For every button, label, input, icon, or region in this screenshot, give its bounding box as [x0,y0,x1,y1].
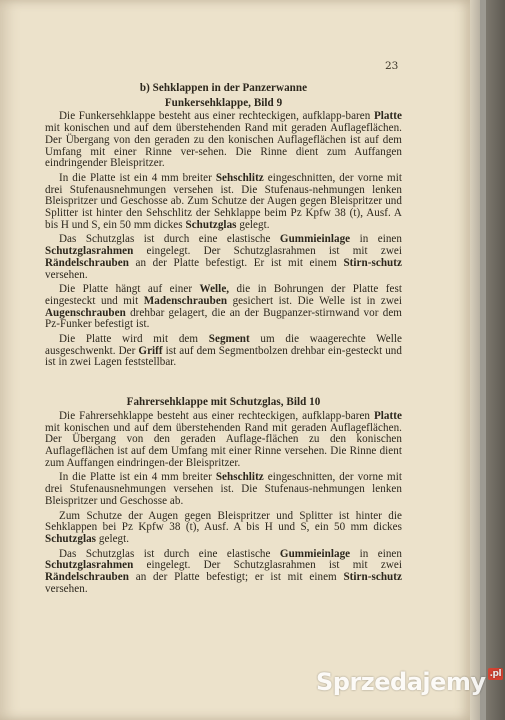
bold-term: Stirn-schutz [343,571,402,584]
bold-term: Platte [373,409,402,422]
paragraph [45,111,402,170]
text-run: Die Platte wird mit dem [59,333,209,346]
bold-term: Schutzglas [185,218,237,231]
page-edge [470,0,480,720]
bold-term: Segment [208,333,250,346]
bold-term: Augenschrauben [45,306,126,319]
text-run: versehen. [45,582,88,595]
text-run: gelegt. [236,218,270,231]
paragraph [45,334,402,369]
text-run: an der Platte befestigt; er ist mit einem [128,571,344,584]
bold-term: Schutzglasrahmen [45,559,134,572]
text-run: gelegt. [96,532,130,545]
text-run: Zum Schutze der Augen gegen Bleispritzer und Splitter ist hinter die Sehklappen bei Pz Kpfw 38 (t), Ausf. A bis H und S, ein 50 mm dickes [45,509,402,534]
text-run: Das Schutzglas ist durch eine elastische [59,233,280,246]
paragraph [45,511,402,546]
paragraph [45,284,402,331]
text-run: gesichert ist. Die Welle ist in zwei [227,294,402,307]
text-run: Die Fahrersehklappe besteht aus einer rechteckigen, aufklapp-baren [59,409,374,422]
paragraph [45,549,402,596]
sub-heading-fahrersehklappe: Fahrersehklappe mit Schutzglas, Bild 10 [126,396,321,409]
bold-term: Rändelschrauben [45,256,129,269]
paragraph [45,472,402,507]
text-run: ist auf dem Segmentbolzen drehbar ein-gesteckt und ist in zwei Lagen feststellbar. [45,344,403,369]
text-run: an der Platte befestigt. Er ist mit einem [128,256,344,269]
text-run: eingelegt. Der Schutzglasrahmen ist mit zwei [133,245,402,258]
watermark-suffix: .pl [489,669,502,679]
sub-heading-funkersehklappe: Funkersehklappe, Bild 9 [164,96,283,109]
watermark-logo [316,668,503,696]
page-number: 23 [385,60,399,72]
bold-term: Stirn-schutz [343,256,402,269]
text-run: versehen. [45,268,88,281]
text-run: Die Funkersehklappe besteht aus einer rechteckigen, aufklapp-baren [59,110,374,123]
book-cover-edge [486,0,505,720]
text-run: die in Bohrungen der Platte fest eingesteckt und mit [45,283,403,307]
bold-term: Sehschlitz [215,471,264,484]
text-run: eingeschnitten, der vorne mit drei Stufenausnehmungen versehen ist. Die Stufenaus-nehmungen lenken Bleispritzer und Geschosse ab. [45,471,402,507]
text-run: mit konischen und auf dem überstehenden Rand mit geraden Auflageflächen. Der Übergang von den geraden Auflage-flächen zu den konischen Auflageflächen ist auf dem Umfang mit einer Rinne versehen. Die Rinne dient zum Auffangen eindringen-der Bleispritzer. [45,421,402,469]
text-run: Das Schutzglas ist durch eine elastische [59,547,280,560]
bold-term: Welle, [199,283,230,296]
bold-term: Sehschlitz [215,171,264,184]
watermark-text: Sprzedajemy [316,668,486,696]
paragraph [45,411,402,470]
bold-term: Madenschrauben [143,294,228,307]
bold-term: Platte [373,110,402,123]
page-text [45,83,402,598]
section-heading: b) Sehklappen in der Panzerwanne [139,82,308,94]
bold-term: Schutzglasrahmen [45,245,134,258]
text-run: In die Platte ist ein 4 mm breiter [59,171,216,184]
text-run: Die Platte hängt auf einer [59,283,200,296]
text-run: mit konischen und auf dem überstehenden Rand mit geraden Auflageflächen. Der Übergang von den geraden zu den konischen Auflageflächen ist auf dem Umfang mit einer Rinne ver-sehen. Die Rinne dient zum Auffangen eindringender Bleispritzer. [45,122,402,170]
text-run: in einen [350,233,402,246]
text-run: eingeschnitten, der vorne mit drei Stufenausnehmungen versehen ist. Die Stufenaus-nehmungen lenken Bleispritzer und Geschosse ab. Zum Schutze der Augen gegen Bleispritzer und Splitter ist hinter den Sehschlitz der Sehklappe beim Pz Kpfw 38 (t), Ausf. A bis H und S, ein 50 mm dickes [45,171,402,231]
bold-term: Gummieinlage [279,547,351,560]
paragraph [45,234,402,281]
bold-term: Gummieinlage [279,233,351,246]
paragraph [45,173,402,232]
text-run: um die waagerechte Welle ausgeschwenkt. Der [45,333,402,357]
text-run: in einen [350,547,402,560]
text-run: eingelegt. Der Schutzglasrahmen ist mit zwei [133,559,402,572]
bold-term: Griff [138,344,163,357]
bold-term: Schutzglas [45,532,97,545]
bold-term: Rändelschrauben [45,571,129,584]
text-run: drehbar gelagert, die an der Bugpanzer-stirnwand vor dem Pz-Funker befestigt ist. [45,306,402,331]
text-run: In die Platte ist ein 4 mm breiter [59,471,216,484]
